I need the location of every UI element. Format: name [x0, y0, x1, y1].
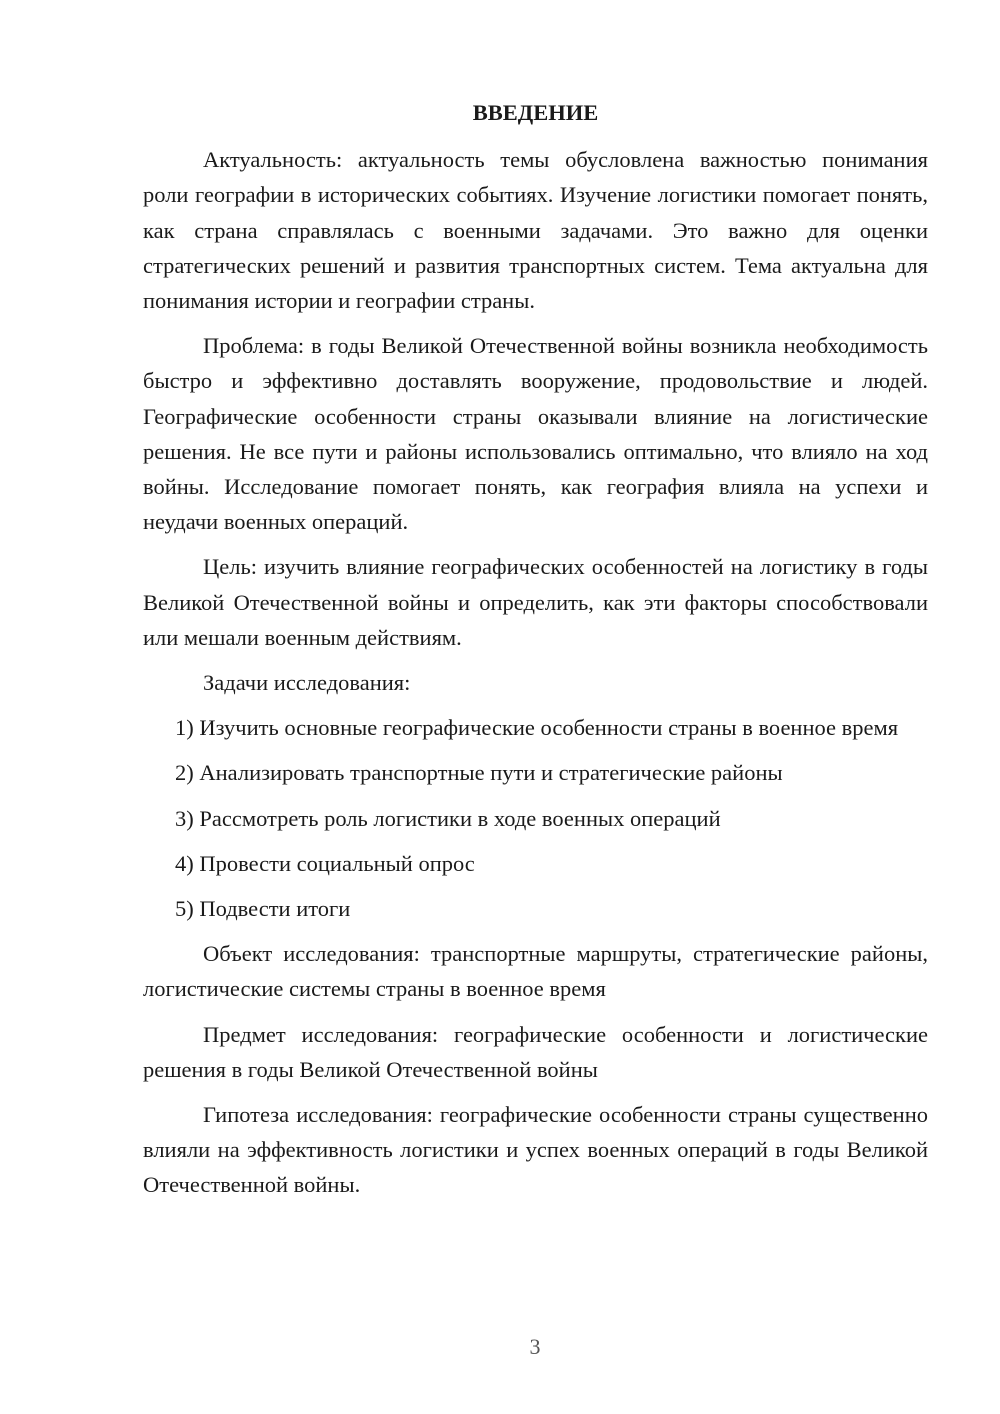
section-title: ВВЕДЕНИЕ — [472, 100, 599, 125]
document-page — [143, 95, 928, 1203]
relevance-paragraph: Актуальность: актуальность темы обусловлена важностью понимания роли географии в исторических событиях. Изучение логистики помогает понять, как страна справлялась с военными задачами. Это важно для оценки стратегических решений и развития транспортных систем. Тема актуальна для понимания истории и географии страны. — [143, 147, 928, 314]
task-item-4: 4) Провести социальный опрос — [175, 850, 475, 876]
task-item-3: 3) Рассмотреть роль логистики в ходе военных операций — [175, 805, 721, 831]
problem-paragraph: Проблема: в годы Великой Отечественной войны возникла необходимость быстро и эффективно доставлять вооружение, продовольствие и людей. Географические особенности страны оказывали влияние на логистические решения. Не все пути и районы использовались оптимально, что влияло на ход войны. Исследование помогает понять, как география влияла на успехи и неудачи военных операций. — [143, 333, 928, 535]
task-item-2: 2) Анализировать транспортные пути и стратегические районы — [175, 760, 783, 786]
hypothesis-paragraph: Гипотеза исследования: географические особенности страны существенно влияли на эффективность логистики и успех военных операций в годы Великой Отечественной войны. — [143, 1102, 928, 1198]
page-number: 3 — [529, 1334, 541, 1359]
tasks-heading: Задачи исследования: — [203, 670, 411, 696]
goal-paragraph: Цель: изучить влияние географических особенностей на логистику в годы Великой Отечественной войны и определить, как эти факторы способствовали или мешали военным действиям. — [143, 554, 928, 650]
subject-paragraph: Предмет исследования: географические особенности и логистические решения в годы Великой Отечественной войны — [143, 1021, 928, 1082]
task-item-1: 1) Изучить основные географические особенности страны в военное время — [175, 715, 899, 741]
object-paragraph: Объект исследования: транспортные маршруты, стратегические районы, логистические системы страны в военное время — [143, 941, 928, 1002]
task-item-5: 5) Подвести итоги — [175, 896, 351, 922]
